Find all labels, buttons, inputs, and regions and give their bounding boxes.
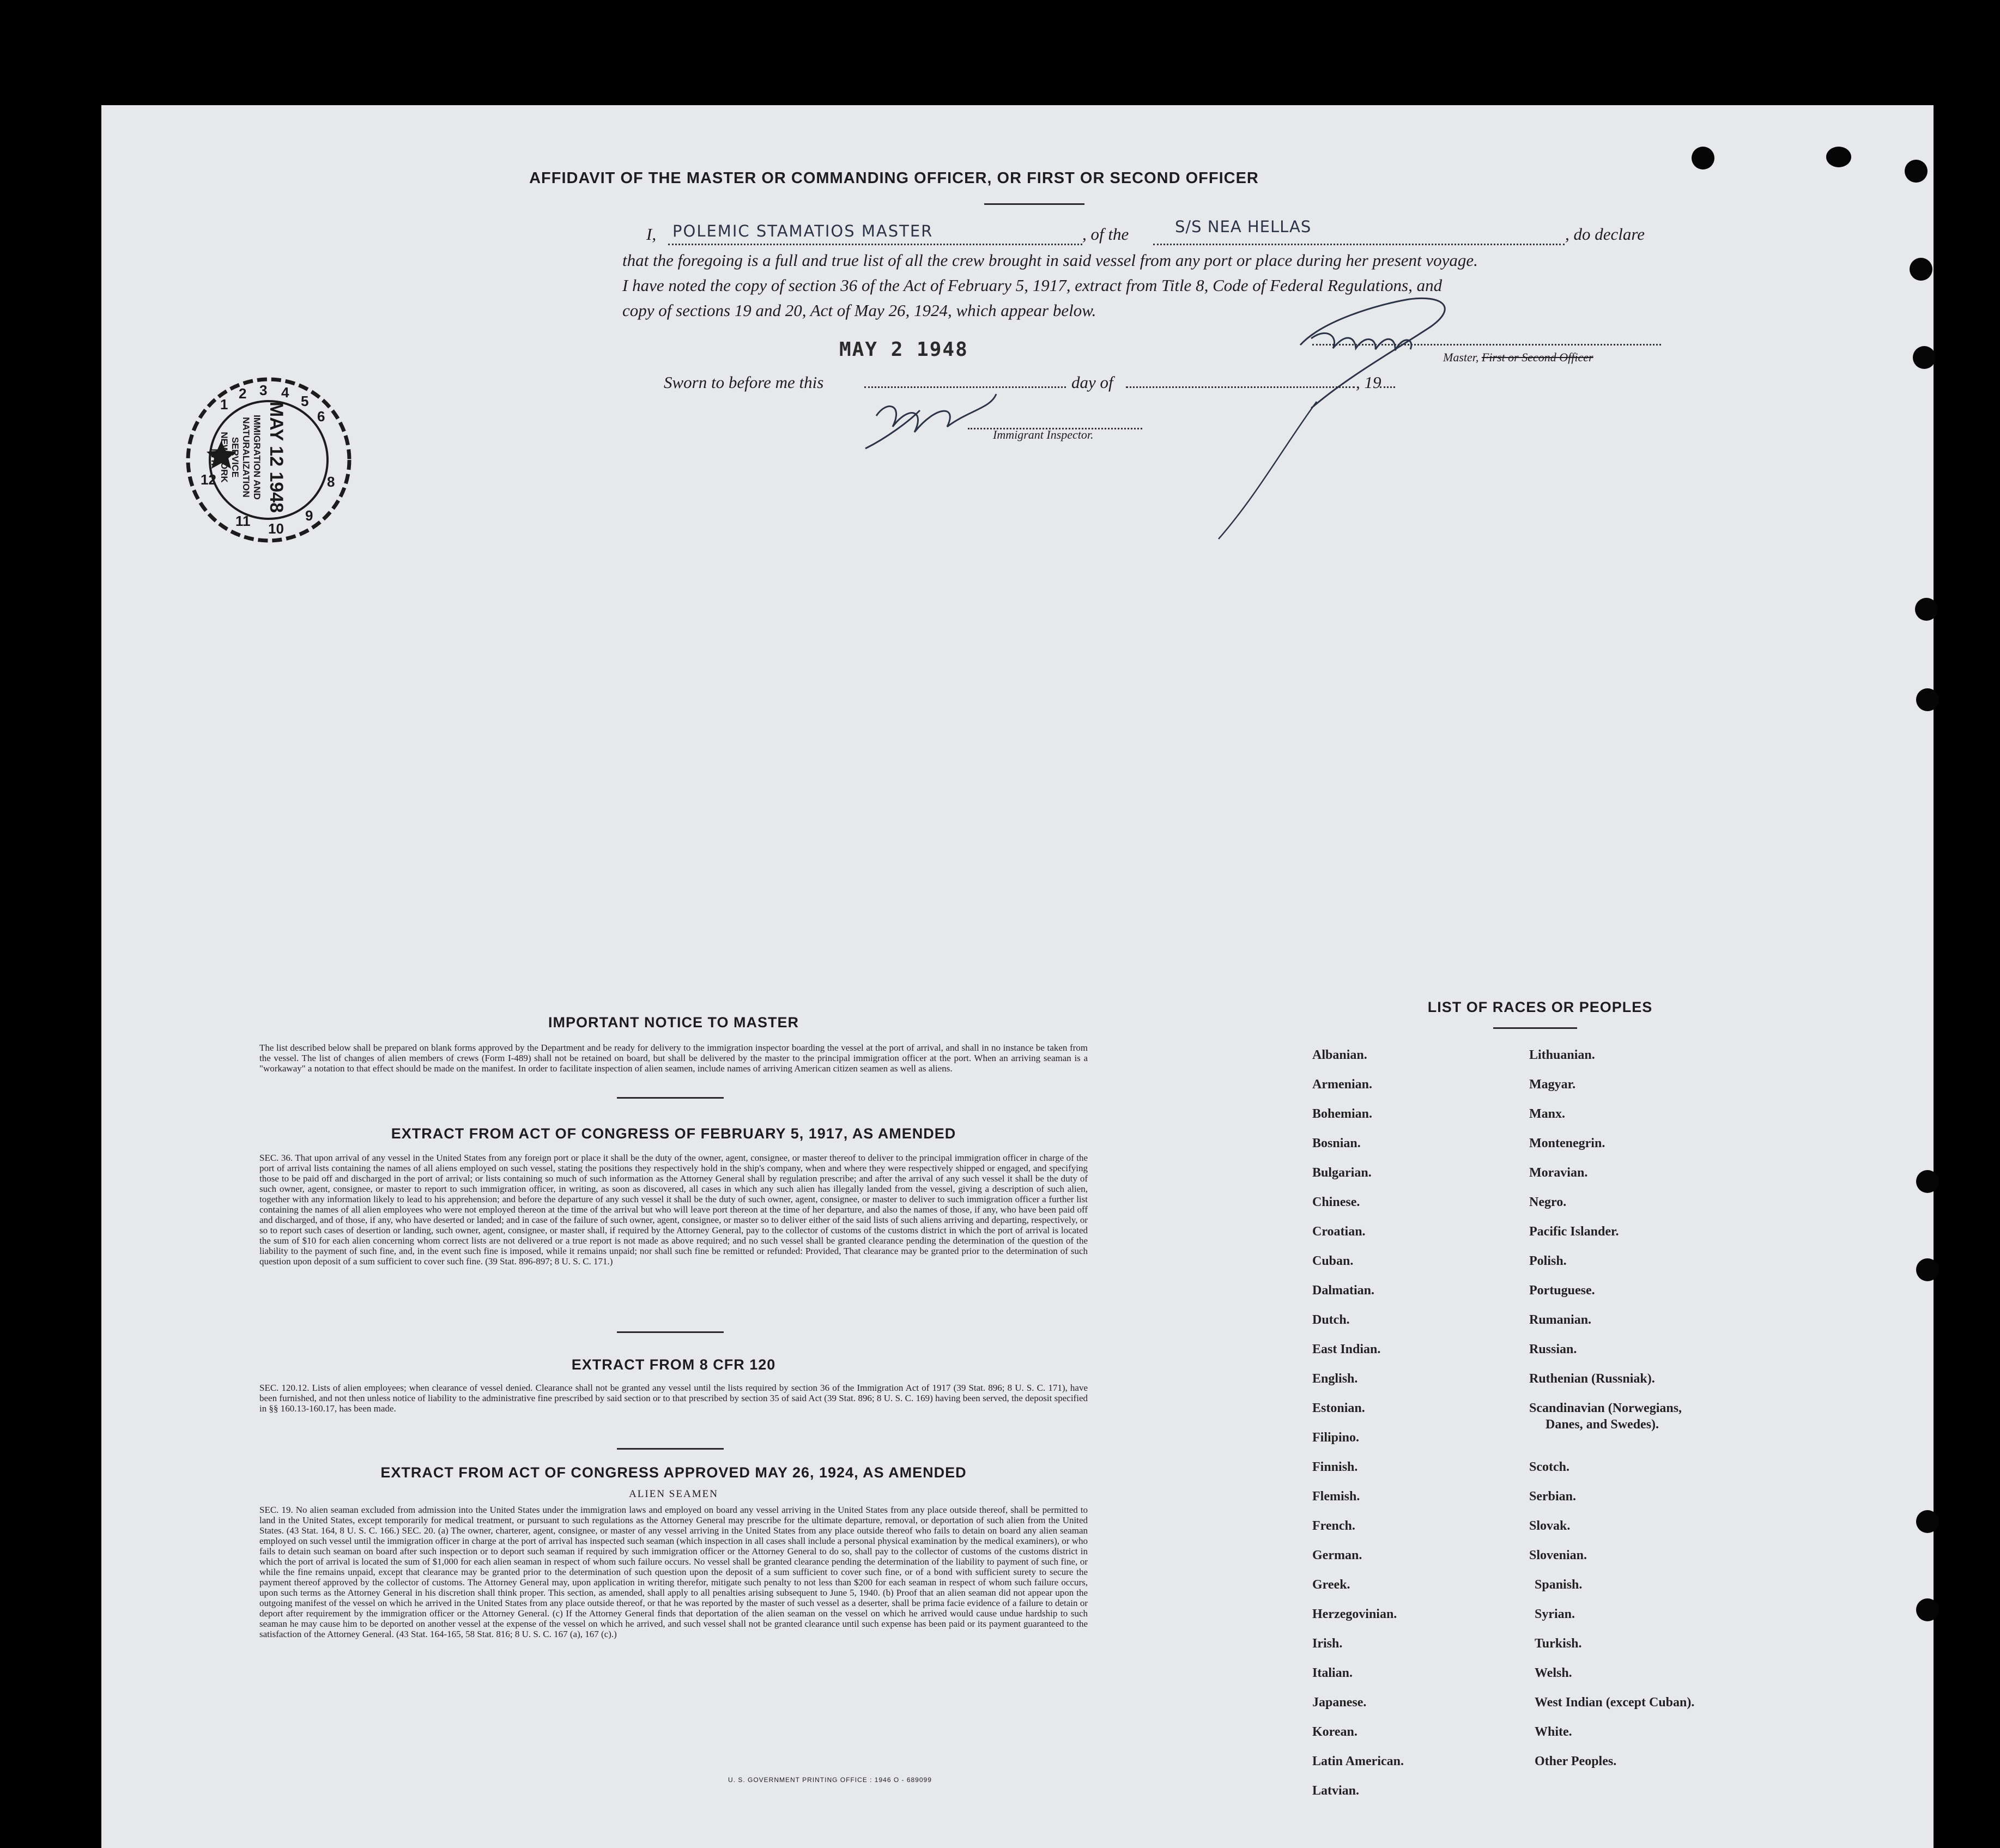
race-item: Armenian.	[1312, 1077, 1372, 1092]
punch-hole	[1692, 147, 1714, 169]
race-item: Croatian.	[1312, 1225, 1366, 1239]
race-item: Albanian.	[1312, 1048, 1367, 1062]
race-item: Serbian.	[1529, 1489, 1577, 1504]
race-item: Scotch.	[1529, 1460, 1569, 1474]
race-item: Bohemian.	[1312, 1107, 1373, 1121]
race-item: Latin American.	[1312, 1754, 1404, 1768]
race-item: Japanese.	[1312, 1695, 1367, 1710]
race-item: Korean.	[1312, 1725, 1357, 1739]
printing-office-imprint: U. S. GOVERNMENT PRINTING OFFICE : 1946 O - 689099	[728, 1776, 932, 1784]
master-label: Master,	[1443, 350, 1479, 364]
seal-line-2: NATURALIZATION	[241, 417, 251, 498]
punch-hole	[1915, 598, 1938, 621]
seal-digit: 3	[259, 382, 268, 398]
race-item: Italian.	[1312, 1666, 1353, 1680]
seal-digit: 8	[327, 474, 335, 490]
race-item: Syrian.	[1535, 1607, 1575, 1621]
seal-line-3: SERVICE	[230, 437, 240, 478]
extract-1924-subtitle: ALIEN SEAMEN	[629, 1488, 718, 1500]
extract-1924-text: SEC. 19. No alien seaman excluded from admission into the United States under the immigration laws and employed on board any vessel arriving in the United States from any place outside thereof, shall be permitted to land in the United States, except temporarily for medical treatment, or pursuant to such regulations as the Attorney General may prescribe for the ultimate departure, removal, or deportation of such alien from the United States. (43 Stat. 164, 8 U. S. C. 166.) SEC. 20. (a) The owner, charterer, agent, consignee, or master of any vessel arriving in the United States from any place outside thereof who fails to detain on board any alien seaman employed on such vessel until the immigration officer in charge at the port of arrival has inspected such seaman (which inspection in all cases shall include a personal physical examination by the medical examiners), or who fails to detain such seaman on board after such inspection or to deport such seaman if required by such immigration officer or the Attorney General to do so, shall pay to the collector of customs of the customs district in which the port of arrival is located the sum of $1,000 for each alien seaman in respect of whom such failure occurs. No vessel shall be granted clearance pending the determination of the liability to payment of such fine, or while the fine remains unpaid, except that clearance may be granted prior to the determination of such question upon the deposit of a sum sufficient to cover such fine, or of a bond with sufficient surety to secure the payment thereof approved by the collector of customs. The Attorney General may, upon application in writing therefor, mitigate such penalty to not less than $200 for each seaman in respect of whom such failure occurs, upon such terms as the Attorney General in his discretion shall think proper. This section, as amended, shall apply to all penalties arising subsequent to June 5, 1940. (b) Proof that an alien seaman did not appear upon the outgoing manifest of the vessel on which he arrived in the United States from any place outside thereof, or that he was reported by the master of such vessel as a deserter, shall be prima facie evidence of a failure to detain or deport after requirement by the immigration officer or the Attorney General. (c) If the Attorney General finds that deportation of the alien seaman on the vessel on which he arrived would cause undue hardship to such seaman he may cause him to be deported on another vessel at the expense of the vessel on which he arrived, and such vessel shall not be granted clearance until such expense has been paid or its payment guaranteed to the satisfaction of the Attorney General. (43 Stat. 164-165, 58 Stat. 816; 8 U. S. C. 167 (a), 167 (c).)	[259, 1505, 1088, 1639]
declaration-line-2: that the foregoing is a full and true list of all the crew brought in said vessel from any port or place during her present voyage.	[622, 251, 1478, 270]
title-underline	[984, 203, 1084, 205]
race-item: Finnish.	[1312, 1460, 1358, 1474]
race-item: Scandinavian (Norwegians,	[1529, 1401, 1682, 1415]
struck-officer-label: First or Second Officer	[1481, 350, 1593, 364]
race-item: Spanish.	[1535, 1578, 1583, 1592]
race-item: Lithuanian.	[1529, 1048, 1595, 1062]
race-item: Danes, and Swedes).	[1546, 1417, 1659, 1432]
race-item: Irish.	[1312, 1637, 1343, 1651]
extract-1917-divider	[617, 1331, 724, 1333]
race-item: Polish.	[1529, 1254, 1567, 1268]
race-item: Ruthenian (Russniak).	[1529, 1372, 1655, 1386]
race-item: Bosnian.	[1312, 1136, 1361, 1150]
race-item: Flemish.	[1312, 1489, 1360, 1504]
races-title-underline	[1493, 1027, 1577, 1029]
punch-hole	[1916, 1170, 1939, 1193]
race-item: Slovak.	[1529, 1519, 1571, 1533]
master-signature-letters	[1311, 333, 1411, 350]
master-name: POLEMIC STAMATIOS MASTER	[672, 222, 934, 240]
race-item: West Indian (except Cuban).	[1535, 1695, 1695, 1710]
vessel-dotted-line	[1153, 244, 1565, 245]
race-item: German.	[1312, 1548, 1362, 1562]
race-item: Manx.	[1529, 1107, 1565, 1121]
race-item: French.	[1312, 1519, 1355, 1533]
race-item: Filipino.	[1312, 1431, 1360, 1445]
race-item: Portuguese.	[1529, 1283, 1595, 1298]
race-item: Dutch.	[1312, 1313, 1350, 1327]
race-item: Herzegovinian.	[1312, 1607, 1397, 1621]
race-item: Estonian.	[1312, 1401, 1365, 1415]
race-item: Turkish.	[1535, 1637, 1582, 1651]
seal-digit: 2	[239, 385, 247, 402]
punch-hole	[1826, 147, 1851, 167]
race-item: Latvian.	[1312, 1784, 1360, 1798]
seal-digit: 10	[268, 520, 284, 537]
document-page	[101, 105, 1934, 1848]
seal-digit: 1	[220, 396, 228, 413]
race-item: Magyar.	[1529, 1077, 1576, 1092]
seal-digit: 9	[305, 507, 313, 524]
extract-1924-title: EXTRACT FROM ACT OF CONGRESS APPROVED MAY 26, 1924, AS AMENDED	[380, 1464, 967, 1481]
seal-digit: 6	[317, 408, 325, 425]
master-signature-tail	[1219, 402, 1317, 539]
punch-hole	[1916, 688, 1939, 711]
day-of-label: day of	[1071, 373, 1113, 392]
seal-date: MAY 12 1948	[266, 401, 287, 513]
inspector-signature-strokes	[865, 394, 996, 449]
name-dotted-line	[668, 244, 1082, 245]
extract-1917-text: SEC. 36. That upon arrival of any vessel in the United States from any foreign port or place it shall be the duty of the owner, agent, consignee, or master thereof to deliver to the principal immigration officer in charge of the port of arrival lists containing the names of all aliens employed on such vessel, stating the positions they respectively hold in the ship's company, when and where they were respectively shipped or engaged, and specifying those to be paid off and discharged in the port of arrival; or lists containing so much of such information as the Attorney General shall by regulation prescribe; and after the arrival of any such vessel it shall be the duty of such owner, agent, consignee, or master to report to such immigration officer, in writing, as soon as discovered, all cases in which any such alien has illegally landed from the vessel, giving a description of such alien, together with any information likely to lead to his apprehension; and before the departure of any such vessel it shall be the duty of such owner, agent, consignee, or master to deliver to such immigration officer a further list containing the names of all alien employees who were not employed thereon at the time of the arrival but who will leave port thereon at the time of her departure, and also the names of those, if any, who have been paid off and discharged, and of those, if any, who have deserted or landed; and in case of the failure of such owner, agent, consignee, or master so to deliver either of the said lists of such aliens arriving and departing, respectively, or so to report such cases of desertion or landing, such owner, agent, consignee, or master shall, if required by the Attorney General, pay to the collector of customs of the customs district in which the port of arrival is located the sum of $10 for each alien concerning whom correct lists are not delivered or a true report is not made as above required; and no such vessel shall be granted clearance pending the determination of the question of the liability to the payment of such fine, and, in the event such fine is imposed, while it remains unpaid; nor shall such fine be remitted or refunded: Provided, That clearance may be granted prior to the determination of such question upon deposit of a sum sufficient to cover such fine. (39 Stat. 896-897; 8 U. S. C. 171.)	[259, 1153, 1088, 1267]
notice-title: IMPORTANT NOTICE TO MASTER	[548, 1014, 799, 1031]
inspector-signature	[854, 383, 1034, 459]
notice-divider	[617, 1097, 724, 1099]
races-title: LIST OF RACES OR PEOPLES	[1427, 999, 1653, 1015]
race-item: Negro.	[1529, 1195, 1567, 1209]
vessel-name: S/S NEA HELLAS	[1175, 217, 1312, 236]
seal-digit: 11	[235, 513, 251, 529]
punch-hole	[1916, 1258, 1939, 1281]
immigration-seal	[184, 375, 353, 544]
declaration-line-4: copy of sections 19 and 20, Act of May 26, 1924, which appear below.	[622, 301, 1096, 320]
race-item: English.	[1312, 1372, 1358, 1386]
race-item: Greek.	[1312, 1578, 1350, 1592]
race-item: Other Peoples.	[1535, 1754, 1617, 1768]
punch-hole	[1916, 1510, 1939, 1533]
punch-hole	[1913, 346, 1936, 369]
race-item: Welsh.	[1535, 1666, 1572, 1680]
race-item: Russian.	[1529, 1342, 1577, 1356]
sworn-label: Sworn to before me this	[664, 373, 824, 392]
i-label: I,	[646, 225, 657, 244]
notice-text: The list described below shall be prepared on blank forms approved by the Department and be ready for delivery to the immigration inspector boarding the vessel at the port of arrival, and shall in no instance be taken from the vessel. The list of changes of alien members of crews (Form I-489) shall not be retained on board, but shall be delivered by the master to the principal immigration officer at the port. When an arriving seaman is a "workaway" a notation to that effect should be made on the manifest. In order to facilitate inspection of alien seamen, include names of arriving American citizen seamen as well as aliens.	[259, 1043, 1088, 1074]
of-the-label: , of the	[1082, 225, 1129, 244]
race-item: Dalmatian.	[1312, 1283, 1374, 1298]
race-item: Pacific Islander.	[1529, 1225, 1619, 1239]
seal-digit: 4	[281, 384, 289, 401]
extract-cfr-divider	[617, 1448, 724, 1450]
race-item: Chinese.	[1312, 1195, 1360, 1209]
year-label: , 19	[1356, 373, 1381, 392]
do-declare-label: , do declare	[1565, 225, 1645, 244]
seal-digit: 12	[201, 471, 216, 488]
extract-1917-title: EXTRACT FROM ACT OF CONGRESS OF FEBRUARY 5, 1917, AS AMENDED	[391, 1125, 956, 1142]
seal-digit: 5	[301, 393, 309, 409]
race-item: Cuban.	[1312, 1254, 1354, 1268]
race-item: Slovenian.	[1529, 1548, 1587, 1562]
extract-cfr-text: SEC. 120.12. Lists of alien employees; when clearance of vessel denied. Clearance shall not be granted any vessel until the lists required by section 36 of the Immigration Act of 1917 (39 Stat. 896; 8 U. S. C. 171), have been furnished, and not then unless notice of liability to the administrative fine prescribed by said section or to that prescribed by section 35 of said Act (39 Stat. 896; 8 U. S. C. 169) having been served, the deposit specified in §§ 160.13-160.17, has been made.	[259, 1383, 1088, 1414]
seal-line-1: IMMIGRATION AND	[252, 415, 262, 500]
punch-hole	[1905, 160, 1928, 183]
extract-cfr-title: EXTRACT FROM 8 CFR 120	[571, 1356, 776, 1373]
race-item: Moravian.	[1529, 1166, 1588, 1180]
race-item: Rumanian.	[1529, 1313, 1592, 1327]
punch-hole	[1910, 258, 1932, 281]
race-item: Bulgarian.	[1312, 1166, 1372, 1180]
race-item: East Indian.	[1312, 1342, 1381, 1356]
punch-hole	[1916, 1598, 1939, 1621]
affidavit-title: AFFIDAVIT OF THE MASTER OR COMMANDING OFFICER, OR FIRST OR SECOND OFFICER	[529, 169, 1259, 187]
stamped-date: MAY 2 1948	[839, 338, 968, 361]
race-item: White.	[1535, 1725, 1572, 1739]
race-item: Montenegrin.	[1529, 1136, 1605, 1150]
master-signature-loop	[1300, 298, 1445, 408]
inspector-label: Immigrant Inspector.	[993, 428, 1094, 441]
master-signature	[1213, 288, 1518, 604]
declaration-line-3: I have noted the copy of section 36 of the Act of February 5, 1917, extract from Title 8, Code of Federal Regulations, and	[622, 276, 1443, 295]
seal-line-4: NEW YORK	[219, 432, 229, 483]
seal-line-5: N.Y.	[209, 449, 220, 466]
